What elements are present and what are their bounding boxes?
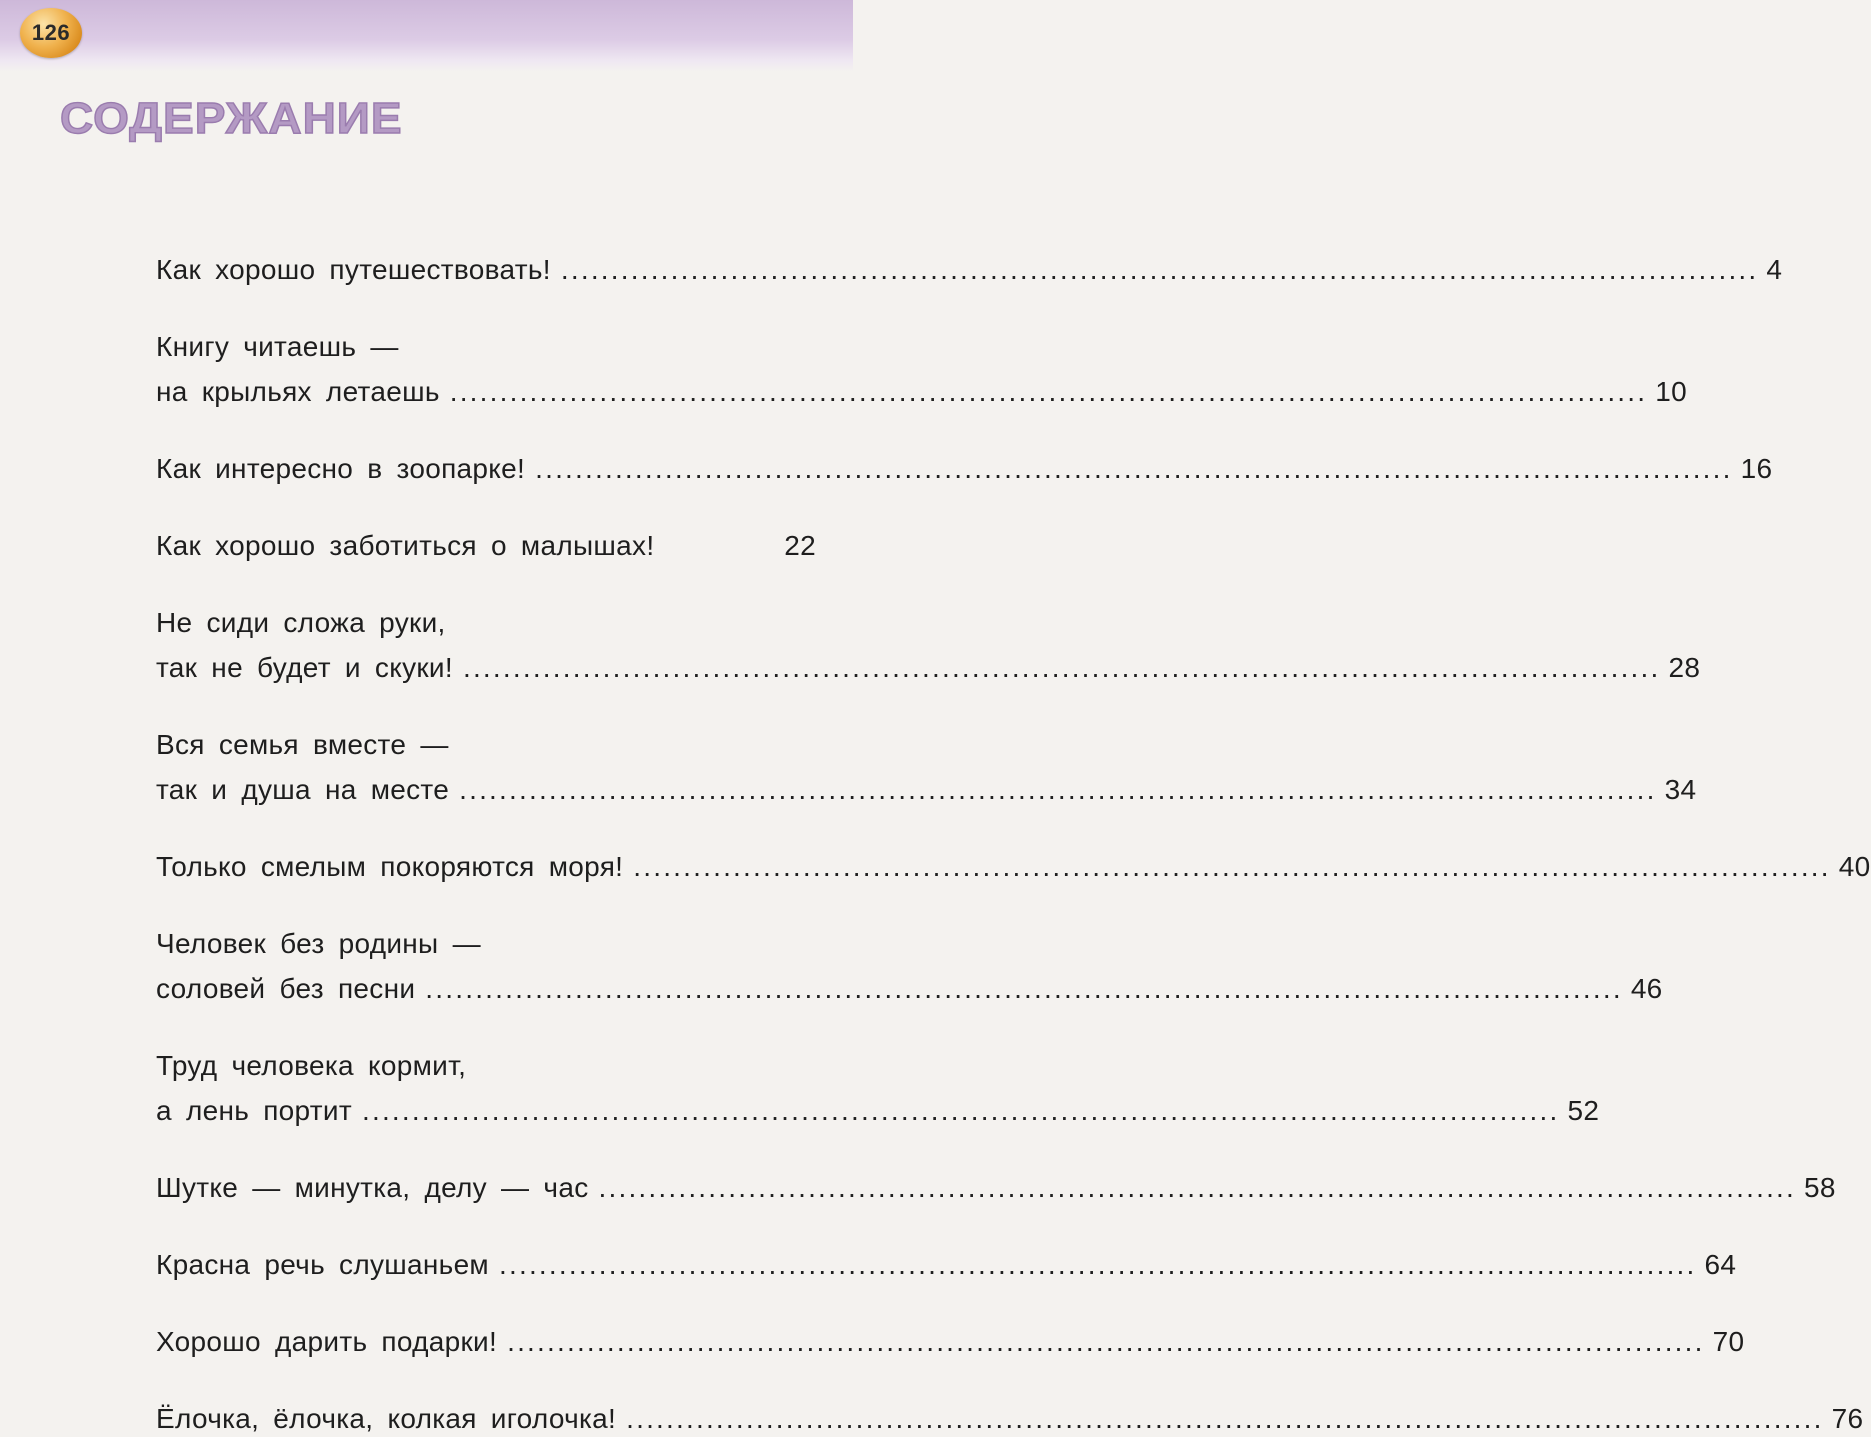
toc-entry-title-line: Красна речь слушаньем: [156, 1249, 489, 1280]
header-band: [0, 0, 853, 72]
dot-leader: ........................................................................................................................: [598, 1172, 1797, 1203]
toc-entry-page-number: 70: [1712, 1326, 1745, 1357]
toc-entry-title-line: Хорошо дарить подарки!: [156, 1326, 498, 1357]
toc-entry-title-line: на крыльях летаешь: [156, 376, 440, 407]
toc-entry[interactable]: [156, 528, 816, 564]
toc-entry-title-line: Человек без родины —: [156, 928, 481, 959]
toc-entry[interactable]: [156, 926, 1663, 1007]
toc-entry-page-number: 28: [1668, 652, 1701, 683]
toc-entry[interactable]: [156, 252, 1783, 288]
toc-entry-row: [156, 252, 1783, 288]
toc-entry[interactable]: [156, 1048, 1600, 1129]
toc-entry-title-line: Как хорошо заботиться о малышах!: [156, 530, 655, 561]
toc-entry-title-line: Шутке — минутка, делу — час: [156, 1172, 589, 1203]
toc-entry-title-line: Ёлочка, ёлочка, колкая иголочка!: [156, 1403, 617, 1434]
toc-entry-title-line: Как хорошо путешествовать!: [156, 254, 551, 285]
toc-entry-title-line: Не сиди сложа руки,: [156, 607, 446, 638]
toc-entry-row: [156, 1401, 1864, 1437]
toc-entry-title-line: Труд человека кормит,: [156, 1050, 467, 1081]
toc-entry-page-number: 4: [1766, 254, 1783, 285]
page-title: СОДЕРЖАНИЕ: [60, 92, 403, 143]
toc-entry-row: [156, 1170, 1836, 1206]
toc-entry-title-line: а лень портит: [156, 1095, 352, 1126]
dot-leader: ........................................................................................................................: [425, 973, 1623, 1004]
toc-entry-row: [156, 374, 1687, 410]
toc-entry[interactable]: [156, 329, 1687, 410]
toc-entry-title-line: так и душа на месте: [156, 774, 450, 805]
toc-entry-title-line: Как интересно в зоопарке!: [156, 453, 526, 484]
toc-entry-row: [156, 1324, 1745, 1360]
toc-entry[interactable]: [156, 1401, 1864, 1437]
toc-entry[interactable]: [156, 605, 1701, 686]
toc-entry[interactable]: [156, 849, 1871, 885]
toc-entry-title-line: Книгу читаешь —: [156, 331, 399, 362]
toc-entry-page-number: 58: [1804, 1172, 1836, 1203]
toc-entry[interactable]: [156, 727, 1697, 808]
toc-entry-page-number: 10: [1655, 376, 1687, 407]
dot-leader: ........................................................................................................................: [626, 1403, 1824, 1434]
toc-entry-page-number: 40: [1838, 851, 1871, 882]
dot-leader: ........................................................................................................................: [462, 652, 1661, 683]
page-number-badge: 126: [20, 8, 82, 58]
toc-entry-title-line: соловей без песни: [156, 973, 416, 1004]
dot-leader: ........................................................................................................................: [633, 851, 1831, 882]
toc-entry-page-number: 64: [1704, 1249, 1737, 1280]
toc-entry-page-number: 76: [1831, 1403, 1864, 1434]
dot-leader: ........................................................................................................................: [560, 254, 1759, 285]
dot-leader: ........................................................................................................................: [507, 1326, 1705, 1357]
dot-leader: ........................................................................................................................: [361, 1095, 1560, 1126]
dot-leader: ........................................................................................................................: [499, 1249, 1697, 1280]
toc-entry-page-number: 34: [1664, 774, 1697, 805]
toc-entry-row: [156, 451, 1773, 487]
dot-leader: ........................................................................................................................: [459, 774, 1657, 805]
table-of-contents: [156, 252, 1871, 1437]
toc-entry-page-number: 46: [1630, 973, 1663, 1004]
toc-entry-row: [156, 971, 1663, 1007]
dot-leader: ........................................................................................................................: [535, 453, 1733, 484]
toc-entry[interactable]: [156, 1247, 1737, 1283]
toc-entry-row: [156, 1093, 1600, 1129]
dot-leader: ........................................................................................................................: [449, 376, 1648, 407]
toc-entry[interactable]: [156, 451, 1773, 487]
toc-entry-row: [156, 772, 1697, 808]
toc-entry-page-number: 16: [1740, 453, 1773, 484]
toc-entry-title-line: так не будет и скуки!: [156, 652, 453, 683]
toc-entry-title-line: Только смелым покоряются моря!: [156, 851, 624, 882]
toc-entry-row: [156, 650, 1701, 686]
toc-entry-row: [156, 1247, 1737, 1283]
toc-entry-title-line: Вся семья вместе —: [156, 729, 449, 760]
toc-entry-row: [156, 528, 816, 564]
toc-entry-page-number: 22: [784, 530, 816, 561]
toc-entry-page-number: 52: [1567, 1095, 1600, 1126]
toc-entry[interactable]: [156, 1324, 1745, 1360]
toc-entry[interactable]: [156, 1170, 1836, 1206]
toc-entry-row: [156, 849, 1871, 885]
